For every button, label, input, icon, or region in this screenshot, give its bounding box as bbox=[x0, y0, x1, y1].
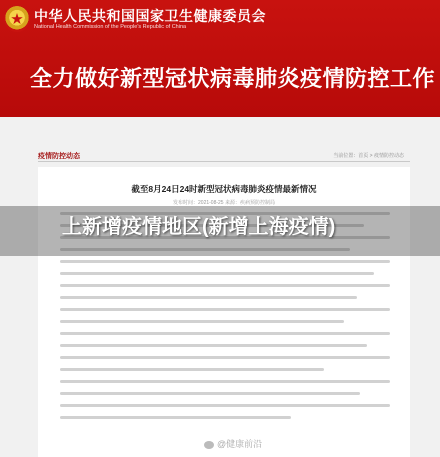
text-line bbox=[60, 272, 374, 275]
section-nav bbox=[38, 151, 410, 162]
tab-epidemic-news[interactable]: 疫情防控动态 bbox=[38, 153, 80, 160]
org-name-en: National Health Commission of the People's Republic of China bbox=[34, 24, 187, 30]
article-title: 截至8月24日24时新型冠状病毒肺炎疫情最新情况 bbox=[131, 184, 317, 194]
text-line bbox=[60, 332, 390, 335]
text-line bbox=[60, 356, 390, 359]
text-line bbox=[60, 392, 360, 395]
watermark bbox=[204, 437, 262, 450]
watermark-text: @健康前沿 bbox=[217, 439, 263, 449]
text-line bbox=[60, 296, 357, 299]
overlay-headline: 上新增疫情地区(新增上海疫情) bbox=[62, 216, 336, 238]
weibo-icon bbox=[204, 441, 214, 449]
campaign-slogan: 全力做好新型冠状病毒肺炎疫情防控工作 bbox=[30, 66, 436, 91]
text-line bbox=[60, 368, 324, 371]
text-line bbox=[60, 308, 390, 311]
site-header-banner bbox=[0, 0, 440, 117]
text-line bbox=[60, 416, 291, 419]
text-line bbox=[60, 284, 390, 287]
text-line bbox=[60, 344, 367, 347]
breadcrumb[interactable]: 当前位置：首页 > 疫情防控动态 bbox=[333, 153, 404, 159]
org-name-cn[interactable]: 中华人民共和国国家卫生健康委员会 bbox=[34, 8, 266, 24]
content-page bbox=[0, 117, 440, 457]
article-meta: 发布时间：2021-08-25 来源：疾病预防控制局 bbox=[173, 200, 275, 206]
text-line bbox=[60, 320, 344, 323]
text-line bbox=[60, 260, 390, 263]
text-line bbox=[60, 404, 390, 407]
national-emblem-icon bbox=[4, 6, 30, 32]
text-line bbox=[60, 380, 390, 383]
